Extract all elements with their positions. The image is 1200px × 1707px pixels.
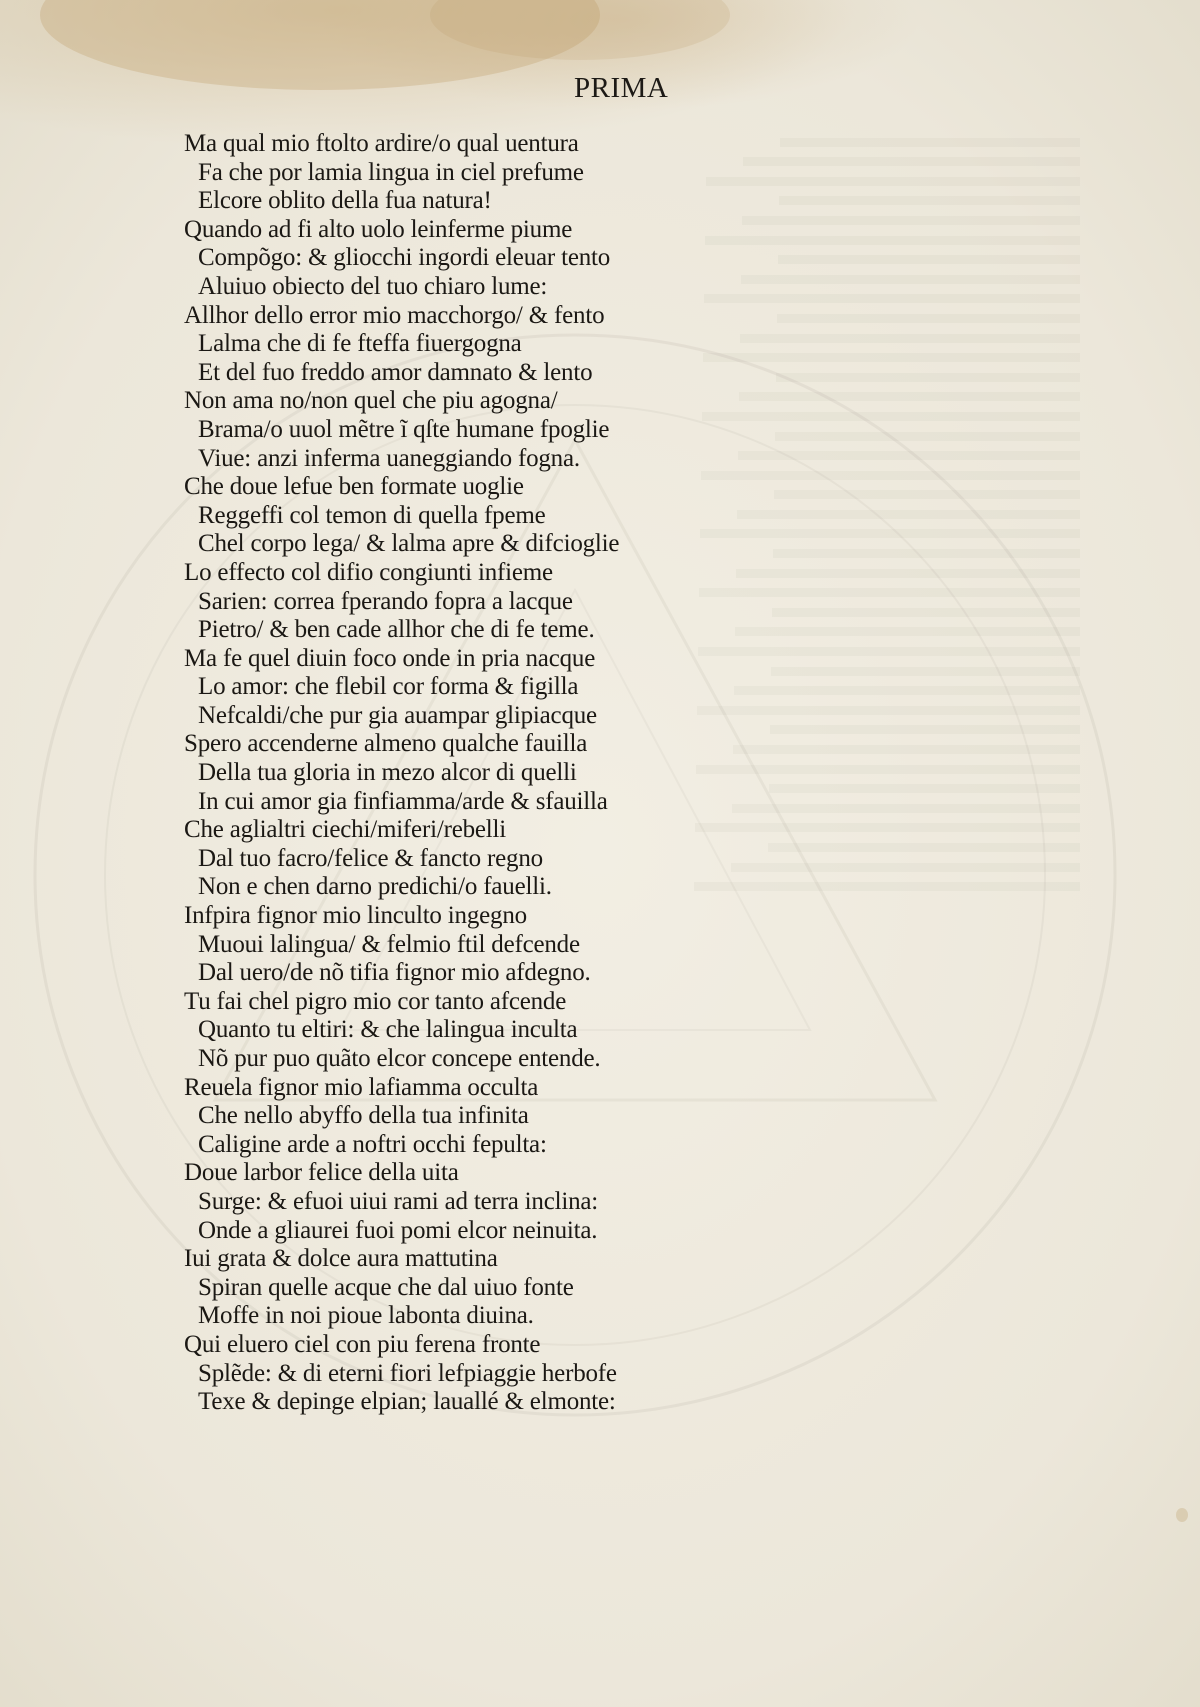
verse-line: Lo amor: che flebil cor forma & figilla (198, 673, 579, 701)
show-through-line (733, 725, 1080, 754)
show-through-line (775, 412, 1080, 441)
verse-line: Pietro/ & ben cade allhor che di fe teme. (198, 616, 595, 644)
verse-line: Doue larbor felice della uita (184, 1159, 459, 1187)
verse-line: Reggeffi col temon di quella fpeme (198, 501, 546, 529)
show-through-line (771, 647, 1080, 676)
show-through-line (742, 196, 1080, 225)
verse-line: Chel corpo lega/ & lalma apre & difcioglie (198, 530, 620, 558)
verse-line: Brama/o uuol mẽtre ĩ qſte humane fpoglie (198, 415, 610, 443)
verse-line: Reuela fignor mio lafiamma occulta (184, 1073, 539, 1101)
verse-line: Infpira fignor mio linculto ingegno (184, 902, 527, 930)
verse-line: Lo effecto col difio congiunti infieme (184, 558, 553, 586)
foxing-spot (1176, 1508, 1188, 1522)
show-through-line (697, 686, 1080, 715)
show-through-line (701, 451, 1080, 480)
verse-line: Splẽde: & di eterni fiori lefpiaggie herbofe (198, 1359, 617, 1387)
verse-line: Della tua gloria in mezo alcor di quelli (198, 759, 577, 787)
show-through-line (743, 138, 1080, 167)
verse-line: Caligine arde a noftri occhi fepulta: (198, 1130, 547, 1158)
verse-line: Ma fe quel diuin foco onde in pria nacque (184, 644, 596, 672)
verse-line: Nefcaldi/che pur gia auampar glipiacque (198, 701, 597, 729)
verse-line: Che nello abyffo della tua infinita (198, 1102, 529, 1130)
show-through-line (698, 627, 1080, 656)
show-through-line (695, 804, 1080, 833)
show-through-line (780, 118, 1080, 147)
verse-line: Lalma che di fe fteffa fiuergogna (198, 330, 522, 358)
verse-line: Tu fai chel pigro mio cor tanto afcende (184, 987, 567, 1015)
verse-line: In cui amor gia finfiamma/arde & sfauilla (198, 787, 608, 815)
show-through-line (741, 255, 1080, 284)
verse-line: Allhor dello error mio macchorgo/ & fento (184, 301, 605, 329)
verse-line: Onde a gliaurei fuoi pomi elcor neinuita. (198, 1216, 598, 1244)
show-through-line (704, 275, 1080, 304)
show-through-line (737, 490, 1080, 519)
show-through-line (702, 392, 1080, 421)
running-head: PRIMA (574, 72, 669, 104)
show-through-line (774, 471, 1080, 500)
verse-line: Fa che por lamia lingua in ciel prefume (198, 158, 584, 186)
verse-column (184, 130, 704, 1417)
show-through-line (768, 823, 1080, 852)
verse-line: Muoui lalingua/ & felmio ftil defcende (198, 930, 580, 958)
verse-line: Elcore oblito della fua natura! (198, 187, 492, 215)
show-through-line (779, 177, 1080, 206)
show-through-line (731, 843, 1080, 872)
verse-line: Qui eluero ciel con piu ferena fronte (184, 1330, 541, 1358)
show-through-line (740, 314, 1080, 343)
show-through-line (776, 353, 1080, 382)
verse-line: Non e chen darno predichi/o fauelli. (198, 873, 552, 901)
verse-line: Surge: & efuoi uiui rami ad terra inclina: (198, 1187, 599, 1215)
show-through-line (770, 706, 1080, 735)
verse-line: Ma qual mio ftolto ardire/o qual uentura (184, 130, 579, 157)
verse-line: Che doue lefue ben formate uoglie (184, 473, 524, 501)
show-through-line (739, 373, 1080, 402)
show-through-line (769, 765, 1080, 794)
show-through-line (777, 294, 1080, 323)
show-through-line (735, 608, 1080, 637)
show-through-line (736, 549, 1080, 578)
verse-line: Quando ad fi alto uolo leinferme piume (184, 215, 573, 243)
verse-line: Spero accenderne almeno qualche fauilla (184, 730, 588, 758)
verse-line: Non ama no/non quel che piu agogna/ (184, 387, 558, 415)
verse-line: Compõgo: & gliocchi ingordi eleuar tento (198, 244, 611, 272)
show-through-line (778, 236, 1080, 265)
verse-line: Quanto tu eltiri: & che lalingua inculta (198, 1016, 578, 1044)
show-through-line (705, 216, 1080, 245)
show-through-line (703, 334, 1080, 363)
verse-line: Nõ pur puo quãto elcor concepe entende. (198, 1045, 601, 1072)
show-through-line (732, 784, 1080, 813)
verse-line: Dal uero/de nõ tifia fignor mio afdegno. (198, 959, 591, 987)
verse-line: Che aglialtri ciechi/miferi/rebelli (184, 816, 507, 844)
show-through-line (773, 529, 1080, 558)
show-through-line (706, 157, 1080, 186)
show-through-line (738, 432, 1080, 461)
show-through-line (772, 588, 1080, 617)
verse-line: Iui grata & dolce aura mattutina (184, 1245, 498, 1273)
verse-line: Et del fuo freddo amor damnato & lento (198, 358, 593, 386)
show-through-line (767, 882, 1080, 902)
show-through-line (700, 510, 1080, 539)
verse-line: Aluiuo obiecto del tuo chiaro lume: (198, 272, 548, 300)
verse-line: Texe & depinge elpian; lauallé & elmonte: (198, 1388, 616, 1416)
verse-line: Viue: anzi inferma uaneggiando fogna. (198, 444, 580, 472)
verse-line: Spiran quelle acque che dal uiuo fonte (198, 1273, 574, 1301)
show-through-text (660, 118, 1080, 902)
show-through-line (699, 569, 1080, 598)
show-through-line (694, 863, 1080, 892)
verse-line: Sarien: correa fperando fopra a lacque (198, 587, 573, 615)
verse-line: Moffe in noi pioue labonta diuina. (198, 1302, 534, 1330)
show-through-line (734, 667, 1080, 696)
show-through-line (696, 745, 1080, 774)
verse-line: Dal tuo facro/felice & fancto regno (198, 844, 543, 872)
